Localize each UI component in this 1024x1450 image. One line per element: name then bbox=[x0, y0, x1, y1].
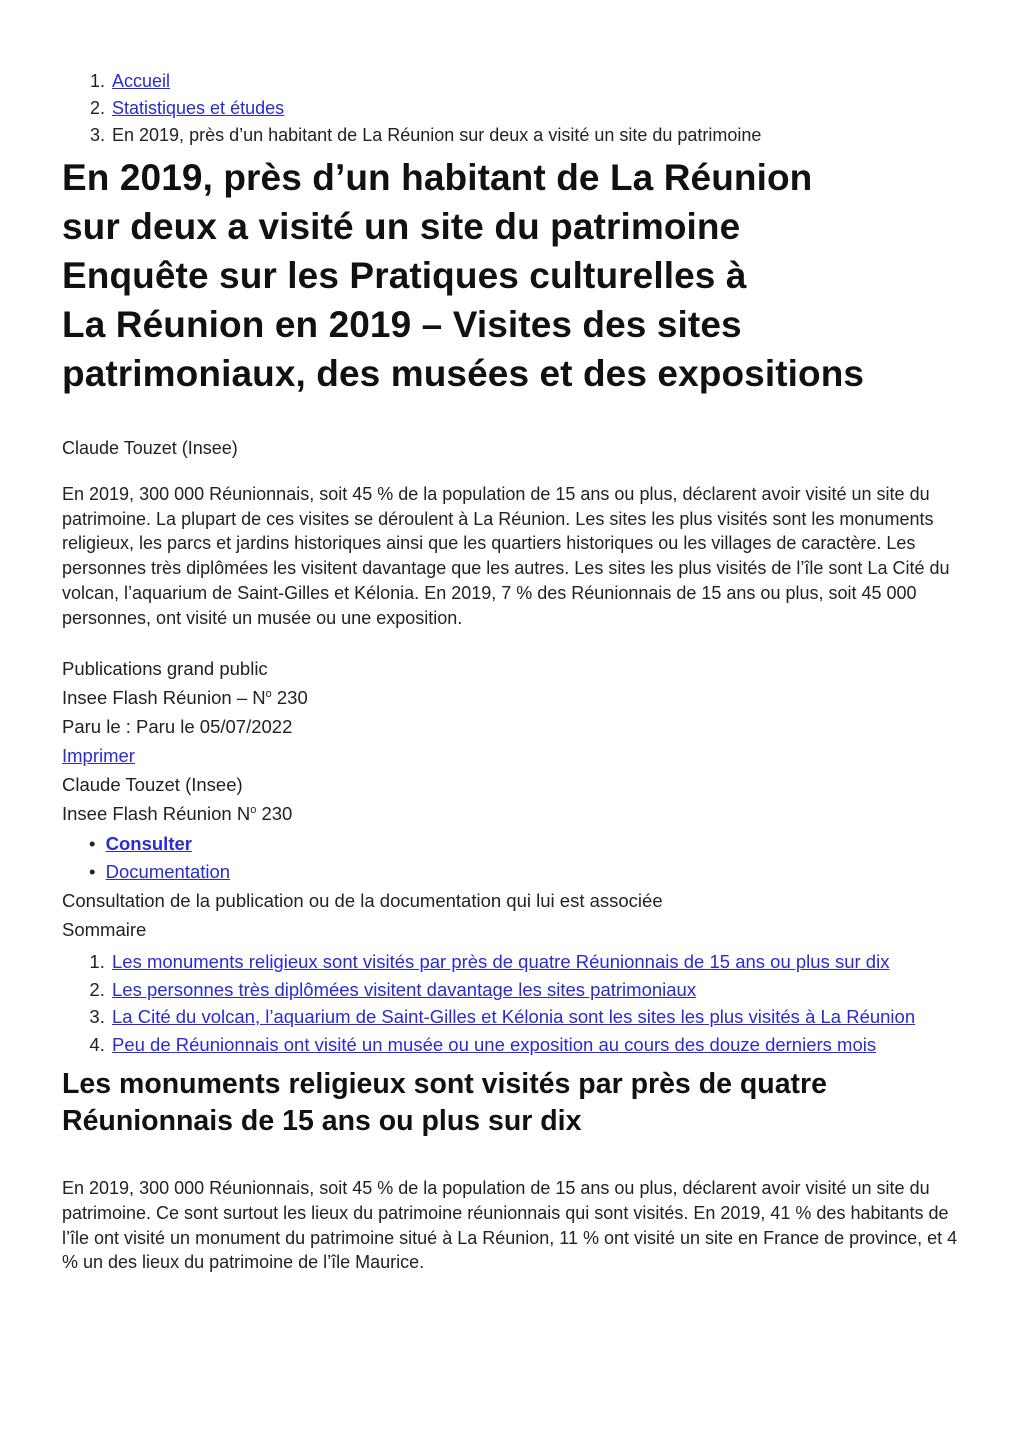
title-line: sur deux a visité un site du patrimoine bbox=[62, 206, 741, 247]
section-heading-line: Les monuments religieux sont visités par près de quatre bbox=[62, 1068, 827, 1101]
series-number: 230 bbox=[271, 687, 308, 709]
publication-actions bbox=[62, 830, 962, 886]
toc-link-museums[interactable]: Peu de Réunionnais ont visité un musée ou une exposition au cours des douze derniers mois bbox=[112, 1033, 877, 1055]
toc-item bbox=[110, 948, 1010, 976]
publication-date: Paru le : Paru le 05/07/2022 bbox=[62, 716, 293, 738]
section-heading bbox=[62, 1066, 962, 1140]
series-number: 230 bbox=[256, 803, 293, 825]
toc-link-graduates[interactable]: Les personnes très diplômées visitent davantage les sites patrimoniaux bbox=[112, 978, 697, 1000]
abstract-paragraph: En 2019, 300 000 Réunionnais, soit 45 % de la population de 15 ans ou plus, déclarent avoir visité un site du patrimoine. La plupart de ces visites se déroulent à La Réunion. Les sites les plus visités sont les monuments religieux, les parcs et jardins historiques ainsi que les quartiers historiques ou les villages de caractère. Les personnes très diplômées les visitent davantage que les autres. Les sites les plus visités de l’île sont La Cité du volcan, l’aquarium de Saint-Gilles et Kélonia. En 2019, 7 % des Réunionnais de 15 ans ou plus, soit 45 000 personnes, ont visité un musée ou une exposition. bbox=[62, 484, 950, 628]
print-link[interactable]: Imprimer bbox=[62, 745, 135, 767]
breadcrumb bbox=[62, 68, 962, 149]
title-line: En 2019, près d’un habitant de La Réunion bbox=[62, 157, 813, 198]
breadcrumb-link-stats[interactable]: Statistiques et études bbox=[112, 98, 285, 118]
toc-item bbox=[110, 976, 1010, 1004]
toc-link-religious-monuments[interactable]: Les monuments religieux sont visités par près de quatre Réunionnais de 15 ans ou plus sur dix bbox=[112, 951, 890, 973]
breadcrumb-link-home[interactable]: Accueil bbox=[112, 71, 171, 91]
author: Claude Touzet (Insee) bbox=[62, 438, 238, 458]
section-heading-line: Réunionnais de 15 ans ou plus sur dix bbox=[62, 1105, 582, 1138]
series-number-sign: o bbox=[250, 804, 257, 817]
publication-author: Claude Touzet (Insee) bbox=[62, 774, 243, 796]
series-label: Insee Flash Réunion – N bbox=[62, 687, 266, 709]
toc-heading: Sommaire bbox=[62, 919, 147, 941]
page-title bbox=[62, 153, 962, 398]
toc-link-most-visited-sites[interactable]: La Cité du volcan, l’aquarium de Saint-Gilles et Kélonia sont les sites les plus visités à La Réunion bbox=[112, 1006, 916, 1028]
consult-link[interactable]: Consulter bbox=[105, 833, 192, 855]
breadcrumb-item-home bbox=[110, 68, 962, 95]
publication-series bbox=[62, 683, 962, 712]
title-line: patrimoniaux, des musées et des expositions bbox=[62, 353, 865, 394]
title-line: Enquête sur les Pratiques culturelles à bbox=[62, 255, 747, 296]
action-item-consult bbox=[100, 830, 962, 858]
table-of-contents bbox=[62, 948, 1010, 1058]
publication-meta bbox=[62, 654, 962, 828]
publication-series-secondary bbox=[62, 799, 962, 828]
toc-item bbox=[110, 1031, 1010, 1059]
breadcrumb-item-current bbox=[110, 122, 962, 149]
consultation-note: Consultation de la publication ou de la documentation qui lui est associée bbox=[62, 890, 663, 912]
page-content bbox=[62, 68, 962, 1275]
action-item-documentation bbox=[100, 858, 962, 886]
documentation-link[interactable]: Documentation bbox=[105, 861, 231, 883]
title-line: La Réunion en 2019 – Visites des sites bbox=[62, 304, 742, 345]
breadcrumb-current-label: En 2019, près d’un habitant de La Réunion sur deux a visité un site du patrimoine bbox=[112, 125, 762, 145]
series-label: Insee Flash Réunion N bbox=[62, 803, 251, 825]
publication-category: Publications grand public bbox=[62, 658, 268, 680]
section-paragraph: En 2019, 300 000 Réunionnais, soit 45 % de la population de 15 ans ou plus, déclarent avoir visité un site du patrimoine. Ce sont surtout les lieux du patrimoine réunionnais qui sont visités. En 2019, 41 % des habitants de l’île ont visité un monument du patrimoine situé à La Réunion, 11 % ont visité un site en France de province, et 4 % un des lieux du patrimoine de l’île Maurice. bbox=[62, 1178, 958, 1273]
toc-item bbox=[110, 1003, 1010, 1031]
breadcrumb-item-stats bbox=[110, 95, 962, 122]
series-number-sign: o bbox=[265, 688, 272, 701]
